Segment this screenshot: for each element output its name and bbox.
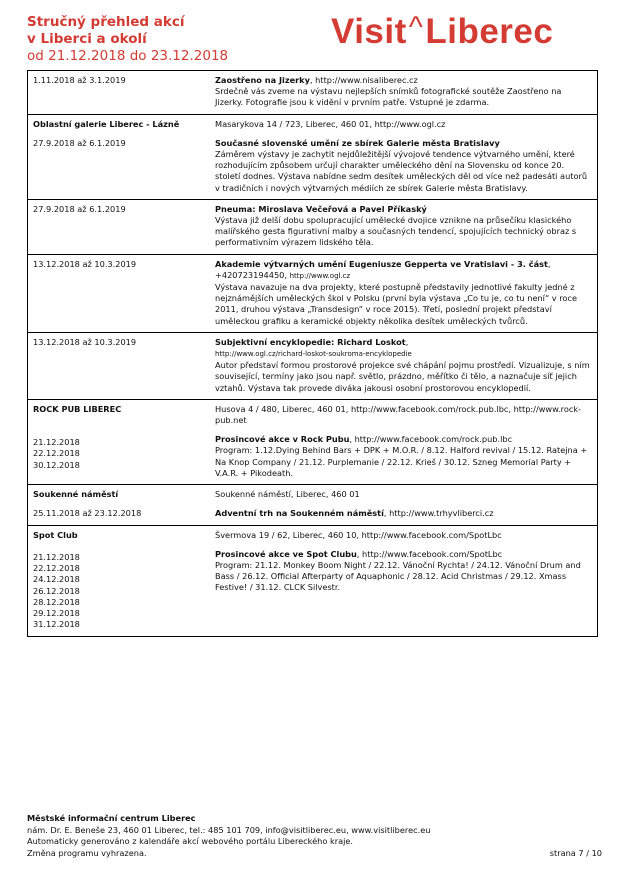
venue-address[interactable]: Masarykova 14 / 723, Liberec, 460 01, http://www.ogl.cz (215, 118, 446, 129)
event-date: 13.12.2018 až 10.3.2019 (28, 332, 211, 399)
venue-address[interactable]: Husova 4 / 480, Liberec, 460 01, http://www.facebook.com/rock.pub.lbc, http://www.rock-pub.net (215, 403, 582, 426)
header-title-line-1: Stručný přehled akcí (27, 14, 185, 30)
table-row (28, 114, 598, 199)
event-date: 27.9.2018 až 6.1.2019 (28, 199, 211, 254)
event-date: 27.9.2018 až 6.1.2019 (33, 137, 126, 148)
event-date: 31.12.2018 (33, 619, 80, 630)
venue-cell (28, 525, 211, 636)
event-description: Autor představí formou prostorové projekce své chápání pojmu prostředí. Vizualizuje, s ním související, termíny jako jsou např. světlo, prázdno, měřítko či tělo, a naznačuje síť jejich vztahů. Výstava tak provede diváka jakousi osobní prostorovou encyklopedií. (215, 360, 590, 393)
footer-address: nám. Dr. E. Beneše 23, 460 01 Liberec, tel.: 485 101 709, info@visitliberec.eu, www.visitliberec.eu (27, 824, 431, 835)
venue-cell (28, 485, 211, 525)
event-title: Subjektivní encyklopedie: Richard Loskot (215, 336, 406, 347)
header-date-range: od 21.12.2018 do 23.12.2018 (27, 48, 229, 64)
event-title: Adventní trh na Soukenném náměstí (215, 508, 384, 519)
table-row (28, 254, 598, 332)
event-date: 22.12.2018 (33, 448, 80, 459)
event-title: Prosincové akce ve Spot Clubu (215, 548, 357, 559)
event-url[interactable]: , http://www.trhyvliberci.cz (383, 508, 494, 519)
events-table (27, 70, 598, 637)
table-row (28, 399, 598, 484)
event-date: 24.12.2018 (33, 574, 80, 585)
event-dates (33, 552, 205, 631)
event-cell (210, 71, 598, 115)
footer-organization: Městské informační centrum Liberec (27, 813, 196, 823)
event-description: Výstava navazuje na dva projekty, které postupně představily jednotlivé fakulty jedné z nejznámějších uměleckých škol v Polsku (první byla výstava „Co tu je, co tu není“ v roce 2011, druhou výstava „Transdesign“ v roce 2015). Třetí, poslední projekt představí uměleckou grafiku a keramické objekty několika desítek uměleckých tvůrců. (215, 282, 577, 326)
event-title-suffix: , (405, 336, 409, 347)
event-description: Srdečně vás zveme na výstavu nejlepších snímků fotografické soutěže Zaostřeno na Jizerky. Fotografie jsou k vidění v prvním patře. Vstupné je zdarma. (215, 86, 562, 108)
page-footer (27, 813, 602, 859)
event-cell (210, 525, 598, 636)
event-url[interactable]: , http://www.facebook.com/SpotLbc (356, 548, 503, 559)
event-cell (210, 485, 598, 525)
logo-word-visit: Visit (331, 12, 407, 51)
event-title: Současné slovenské umění ze sbírek Galerie města Bratislavy (215, 137, 500, 148)
event-description: Program: 21.12. Monkey Boom Night / 22.12. Vánoční Rychta! / 24.12. Vánoční Drum and Bass / 26.12. Official Afterparty of Aquaphonic / 28.12. Acid Christmas / 29.12. Xmass Festive! / 31.12. CLCK Silvestr. (215, 559, 581, 593)
table-row (28, 71, 598, 115)
footer-auto-note: Automaticky generováno z kalendáře akcí webového portálu Libereckého kraje. (27, 836, 354, 846)
event-url[interactable]: http://www.ogl.cz/richard-loskot-soukroma-encyklopedie (215, 350, 412, 359)
event-title: Akademie výtvarných umění Eugeniusze Gepperta ve Vratislavi - 3. část (215, 258, 548, 269)
event-description: Záměrem výstavy je zachytit nejdůležitější vývojové tendence výtvarného umění, které rozhodujícím způsobem určují charakter uměleckého dění na Slovensku od konce 20. století dodnes. Výstava nabídne sedm desítek uměleckých děl od více než padesáti autorů v tradičních i nových výtvarných médiích ze sbírek Galerie města Bratislavy. (215, 149, 588, 193)
footer-change-note: Změna programu vyhrazena. (27, 847, 147, 858)
event-title: Pneuma: Miroslava Večeřová a Pavel Příkaský (215, 203, 427, 214)
event-date: 29.12.2018 (33, 608, 80, 619)
venue-cell (28, 399, 211, 484)
event-cell (210, 199, 598, 254)
logo-word-liberec: Liberec (425, 12, 554, 51)
event-url[interactable]: , http://www.facebook.com/rock.pub.lbc (349, 434, 513, 445)
header-title-block (27, 14, 277, 65)
event-cell (210, 332, 598, 399)
event-date: 22.12.2018 (33, 563, 80, 573)
venue-address[interactable]: Švermova 19 / 62, Liberec, 460 10, http://www.facebook.com/SpotLbc (215, 529, 502, 540)
logo-caret: ^ (408, 11, 424, 44)
page-number: strana 7 / 10 (549, 847, 602, 858)
event-date: 26.12.2018 (33, 585, 80, 596)
event-dates (33, 437, 205, 471)
event-date: 1.11.2018 až 3.1.2019 (28, 71, 211, 115)
table-row (28, 525, 598, 636)
event-phone: , +420723194450, (215, 258, 551, 280)
event-title: Prosincové akce v Rock Pubu (215, 434, 350, 445)
venue-name: Spot Club (33, 529, 78, 540)
venue-cell (28, 114, 211, 199)
event-url[interactable]: http://www.ogl.cz (289, 271, 351, 280)
table-row (28, 332, 598, 399)
event-date: 13.12.2018 až 10.3.2019 (28, 254, 211, 332)
event-date: 30.12.2018 (33, 459, 80, 470)
table-row (28, 199, 598, 254)
event-date: 21.12.2018 (33, 437, 80, 448)
table-row (28, 485, 598, 525)
event-title: Zaostřeno na Jizerky (215, 75, 310, 85)
venue-address: Soukenné náměstí, Liberec, 460 01 (215, 489, 360, 500)
event-cell (210, 399, 598, 484)
header-title-line-2: v Liberci a okolí (27, 31, 147, 47)
visit-liberec-logo (331, 12, 553, 54)
event-date: 21.12.2018 (33, 551, 80, 562)
event-cell (210, 254, 598, 332)
event-cell (210, 114, 598, 199)
event-description: Výstava již delší dobu spolupracující umělecké dvojice vznikne na průsečíku klasického malířského gesta figurativní malby a současných tendencí, spojujících technický obraz s performativním výrazem lidského těla. (215, 215, 577, 248)
event-description: Program: 1.12.Dying Behind Bars + DPK + M.O.R. / 8.12. Halford revival / 15.12. Ratejna + Na Knop Company / 21.12. Purplemanie / 22.12. Krieš / 30.12. Szneg Memorial Party + V.A.R. + Pikodeath. (215, 445, 588, 478)
event-date: 28.12.2018 (33, 596, 80, 607)
venue-name: ROCK PUB LIBEREC (33, 403, 122, 414)
venue-name: Oblastní galerie Liberec - Lázně (33, 118, 180, 129)
event-url[interactable]: , http://www.nisaliberec.cz (309, 75, 418, 85)
venue-name: Soukenné náměstí (33, 489, 119, 500)
event-date: 25.11.2018 až 23.12.2018 (33, 508, 142, 519)
